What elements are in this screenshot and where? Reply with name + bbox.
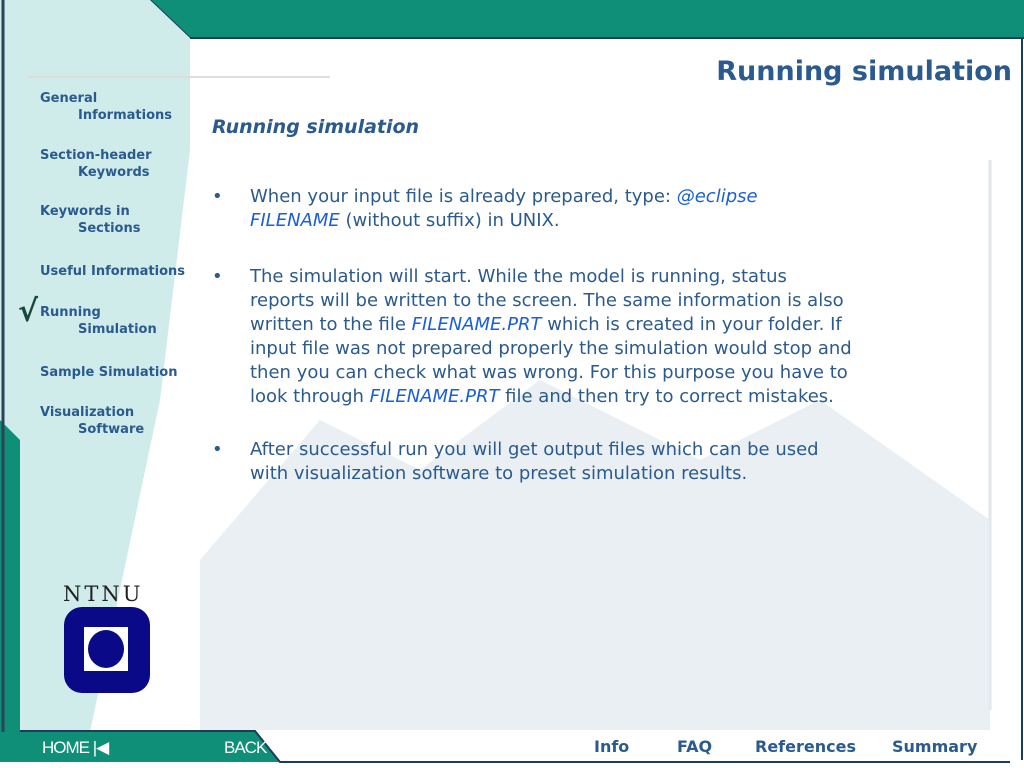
bullet-item: [212, 265, 852, 409]
next-button[interactable]: [405, 738, 462, 758]
bullet-icon: •: [212, 186, 223, 207]
next-label: NEXT: [405, 738, 447, 757]
ntnu-logo: [64, 607, 150, 693]
sidebar-item-useful-informations[interactable]: [40, 263, 185, 280]
bullet-item: [212, 185, 842, 233]
home-label: HOME: [42, 738, 89, 757]
bullet-icon: •: [212, 439, 223, 460]
bullet-icon: •: [212, 266, 223, 287]
nav-label: General: [40, 91, 98, 106]
home-button[interactable]: [42, 738, 108, 758]
references-link[interactable]: References: [755, 737, 856, 756]
sidebar-item-general-informations[interactable]: [40, 90, 172, 124]
sidebar-item-visualization-software[interactable]: [40, 404, 144, 438]
text: The simulation will start. While the model is running, status reports will be written to the screen. The same information is also written to the file: [250, 266, 844, 335]
bullet-item: [212, 438, 832, 486]
skip-back-icon: |◀: [92, 738, 109, 757]
nav-label: Simulation: [78, 322, 157, 337]
command-text: @eclipse FILENAME: [250, 186, 758, 231]
faq-link[interactable]: FAQ: [677, 737, 713, 756]
sidebar-item-keywords-in-sections[interactable]: [40, 203, 140, 237]
sidebar-item-section-header-keywords[interactable]: [40, 147, 152, 181]
filename-text: FILENAME.PRT: [369, 386, 500, 407]
back-button[interactable]: [224, 738, 282, 758]
next-arrow-icon: ▶: [449, 738, 462, 757]
nav-label: Keywords: [78, 165, 150, 180]
nav-label: Running: [40, 305, 101, 320]
nav-label: Keywords in: [40, 204, 130, 219]
nav-label: Visualization: [40, 405, 135, 420]
text: When your input file is already prepared, type:: [250, 186, 677, 207]
nav-label: Sections: [78, 221, 141, 236]
filename-text: FILENAME.PRT: [411, 314, 542, 335]
back-arrow-icon: ◀: [270, 738, 283, 757]
text: After successful run you will get output files which can be used with visualization software to preset simulation results.: [250, 439, 819, 484]
text: file and then try to correct mistakes.: [499, 386, 834, 407]
page-title: Running simulation: [716, 56, 1012, 87]
summary-link[interactable]: Summary: [892, 737, 978, 756]
info-link[interactable]: Info: [594, 737, 630, 756]
ntnu-logo-text: NTNU: [63, 582, 144, 606]
sidebar-item-sample-simulation[interactable]: [40, 364, 178, 381]
back-label: BACK: [224, 738, 267, 757]
nav-label: Section-header: [40, 148, 152, 163]
text: (without suffix) in UNIX.: [339, 210, 560, 231]
nav-label: Useful Informations: [40, 264, 186, 279]
nav-label: Sample Simulation: [40, 365, 178, 380]
check-icon: √: [18, 294, 39, 329]
section-subtitle: Running simulation: [212, 116, 420, 138]
nav-label: Software: [78, 422, 145, 437]
sidebar-item-running-simulation[interactable]: [40, 304, 157, 338]
nav-label: Informations: [78, 108, 173, 123]
text: which is created in your folder. If input file was not prepared properly the simulation would stop and then you can check what was wrong. For this purpose you have to look through: [250, 314, 852, 407]
